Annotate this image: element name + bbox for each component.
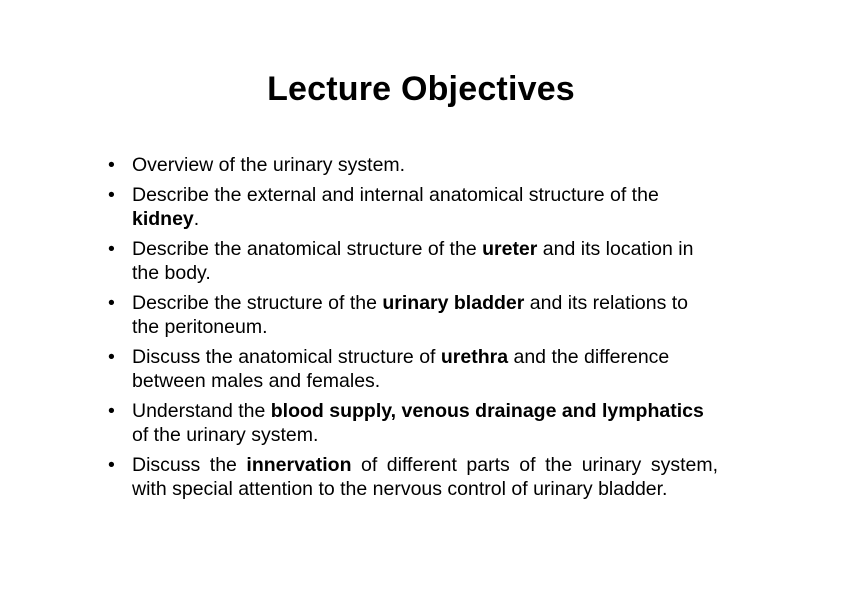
text-run: .	[193, 208, 200, 230]
bullet-icon: •	[108, 454, 115, 476]
objective-text	[132, 399, 718, 447]
emphasized-term: blood supply, venous drainage and lymphatics	[270, 400, 704, 422]
objectives-list	[108, 153, 718, 507]
emphasized-term: urinary bladder	[382, 292, 525, 314]
objective-item	[108, 237, 718, 285]
bullet-icon: •	[108, 184, 115, 206]
emphasized-term: urethra	[440, 346, 509, 368]
objective-item	[108, 345, 718, 393]
objective-item	[108, 399, 718, 447]
objective-item	[108, 153, 718, 177]
text-run: of the urinary system.	[132, 424, 319, 446]
bullet-icon: •	[108, 292, 115, 314]
bullet-icon: •	[108, 346, 115, 368]
text-run: Discuss the anatomical structure of	[132, 346, 441, 368]
text-run: Describe the anatomical structure of the	[132, 238, 483, 260]
objective-text	[132, 453, 718, 501]
text-run: Describe the external and internal anatomical structure of the	[132, 184, 659, 206]
bullet-icon: •	[108, 238, 115, 260]
objective-text	[132, 153, 718, 177]
emphasized-term: kidney	[132, 208, 194, 230]
objective-item	[108, 291, 718, 339]
text-run: and its location in the body.	[132, 238, 694, 284]
objective-text	[132, 183, 718, 231]
objective-text	[132, 237, 718, 285]
text-run: and its relations to the peritoneum.	[132, 292, 689, 338]
text-run: Describe the structure of the	[132, 292, 383, 314]
bullet-icon: •	[108, 154, 115, 176]
emphasized-term: ureter	[482, 238, 538, 260]
objective-item	[108, 453, 718, 501]
text-run: Discuss the	[132, 454, 247, 476]
objective-item	[108, 183, 718, 231]
slide-title: Lecture Objectives	[267, 70, 575, 108]
objective-text	[132, 291, 718, 339]
text-run: Understand the	[132, 400, 271, 422]
bullet-icon: •	[108, 400, 115, 422]
objective-text	[132, 345, 718, 393]
text-run: and the difference between males and females.	[132, 346, 670, 392]
text-run: Overview of the urinary system.	[132, 154, 406, 176]
emphasized-term: innervation	[246, 454, 352, 476]
text-run: of different parts of the urinary system, with special attention to the nervous control of urinary bladder.	[132, 454, 719, 500]
